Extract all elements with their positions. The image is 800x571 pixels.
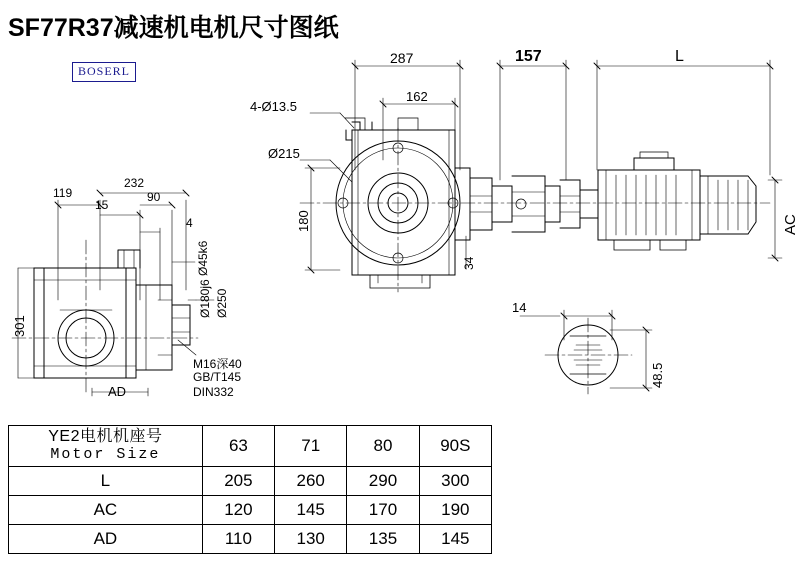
note-din332: DIN332 (193, 385, 234, 399)
dim-AC: AC (782, 214, 799, 235)
cell-AC-80: 170 (347, 495, 419, 524)
dim-215: Ø215 (268, 146, 300, 161)
dim-90: 90 (147, 190, 161, 204)
dim-180j6: Ø180j6 (198, 279, 212, 318)
dim-14: 14 (512, 300, 527, 315)
dim-157: 157 (515, 48, 542, 65)
table-header-en: Motor Size (50, 446, 161, 464)
note-m16: M16深40 (193, 357, 242, 371)
dim-232: 232 (124, 176, 145, 190)
table-row (9, 466, 492, 495)
dim-15: 15 (95, 198, 109, 212)
cell-L-80: 290 (347, 466, 419, 495)
logo-badge: BOSERL (72, 62, 136, 82)
table-row (9, 524, 492, 553)
row-label-L: L (9, 466, 203, 495)
dim-L: L (675, 48, 684, 65)
table-size-80: 80 (347, 426, 419, 467)
dim-45k6: Ø45k6 (196, 240, 210, 276)
cell-L-63: 205 (202, 466, 274, 495)
row-label-AC: AC (9, 495, 203, 524)
dim-301: 301 (12, 315, 27, 337)
table-size-63: 63 (202, 426, 274, 467)
dim-48-5: 48.5 (650, 362, 665, 388)
center-gearbox-view (300, 60, 782, 292)
note-gbt145: GB/T145 (193, 370, 242, 384)
shaft-section-view (520, 310, 652, 394)
cell-AC-63: 120 (202, 495, 274, 524)
cell-AD-63: 110 (202, 524, 274, 553)
cell-AC-71: 145 (275, 495, 347, 524)
table-header-cn: YE2电机机座号 (48, 428, 163, 445)
cell-AD-71: 130 (275, 524, 347, 553)
table-row (9, 495, 492, 524)
dim-287: 287 (390, 50, 414, 66)
dim-180: 180 (296, 210, 311, 232)
table-header-cell (9, 426, 203, 467)
left-side-view (12, 190, 214, 396)
dim-4: 4 (186, 216, 193, 230)
cell-AC-90s: 190 (419, 495, 491, 524)
table-size-71: 71 (275, 426, 347, 467)
cell-AD-90s: 145 (419, 524, 491, 553)
cell-L-90s: 300 (419, 466, 491, 495)
motor-size-table (8, 425, 492, 554)
table-row-header (9, 426, 492, 467)
page-title: SF77R37减速机电机尺寸图纸 (8, 14, 339, 42)
dim-162: 162 (406, 89, 428, 104)
table-size-90s: 90S (419, 426, 491, 467)
cell-L-71: 260 (275, 466, 347, 495)
dim-34: 34 (462, 256, 476, 270)
dim-AD: AD (108, 384, 127, 399)
row-label-AD: AD (9, 524, 203, 553)
dim-250: Ø250 (215, 288, 229, 318)
cell-AD-80: 135 (347, 524, 419, 553)
dim-4x135: 4-Ø13.5 (250, 99, 297, 114)
dim-119: 119 (53, 186, 73, 200)
